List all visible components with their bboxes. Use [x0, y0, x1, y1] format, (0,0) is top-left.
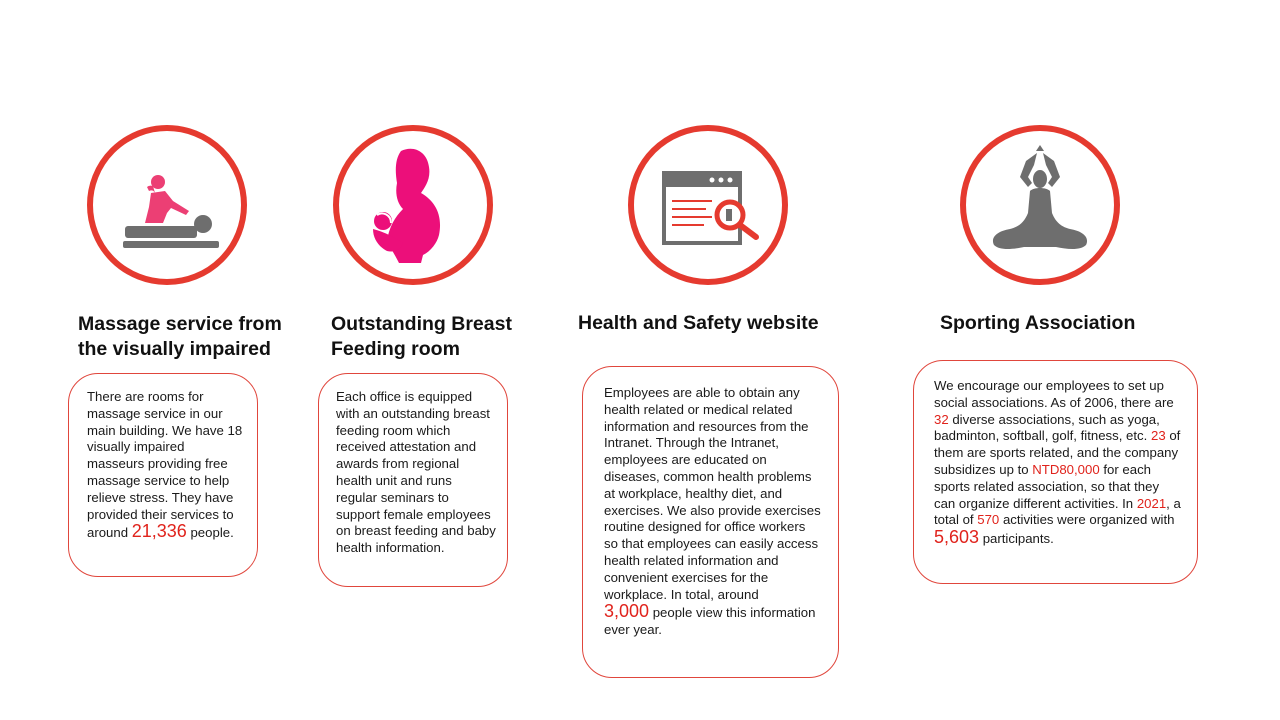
yoga-icon-circle [960, 125, 1120, 285]
card-title: Health and Safety website [578, 312, 819, 334]
card-body: There are rooms for massage service in our main building. We have 18 visually impaired masseurs providing free massage service to help relieve stress. They have provided their services to around 21,336 people. [87, 389, 243, 542]
card-body: We encourage our employees to set up social associations. As of 2006, there are 32 diverse associations, such as yoga, badminton, softball, golf, fitness, etc. 23 of them are sports related, and the company subsidizes up to NTD80,000 for each sports related association, so that they can organize different activities. In 2021, a total of 570 activities were organized with 5,603 participants. [934, 378, 1181, 548]
website-search-icon [634, 131, 782, 279]
card-body: Each office is equipped with an outstanding breast feeding room which received attestation and awards from regional health unit and runs regular seminars to support female employees on breast feeding and baby health information. [336, 389, 496, 556]
info-card [68, 373, 258, 577]
card-title: Outstanding Breast Feeding room [331, 313, 512, 360]
stat-value: 3,000 [604, 601, 650, 622]
stat-value: 21,336 [131, 521, 187, 542]
website-search-icon-circle [628, 125, 788, 285]
card-body: Employees are able to obtain any health related or medical related information and resources from the Intranet. Through the Intranet, employees are educated on diseases, common health problems at workplace, healthy diet, and exercises. We also provide exercises routine designed for office workers so that employees can easily access health related information and convenient exercises for the workplace. In total, around 3,000 people view this information ever year. [604, 385, 821, 638]
info-card [913, 360, 1198, 584]
massage-icon [93, 131, 241, 279]
card-title: Sporting Association [940, 312, 1136, 334]
stat-value: 5,603 [934, 527, 980, 548]
info-card [318, 373, 508, 587]
info-card [582, 366, 839, 678]
massage-icon-circle [87, 125, 247, 285]
yoga-icon [966, 131, 1114, 279]
card-title: Massage service from the visually impaired [78, 313, 282, 360]
breastfeeding-icon [339, 131, 487, 279]
breastfeeding-icon-circle [333, 125, 493, 285]
